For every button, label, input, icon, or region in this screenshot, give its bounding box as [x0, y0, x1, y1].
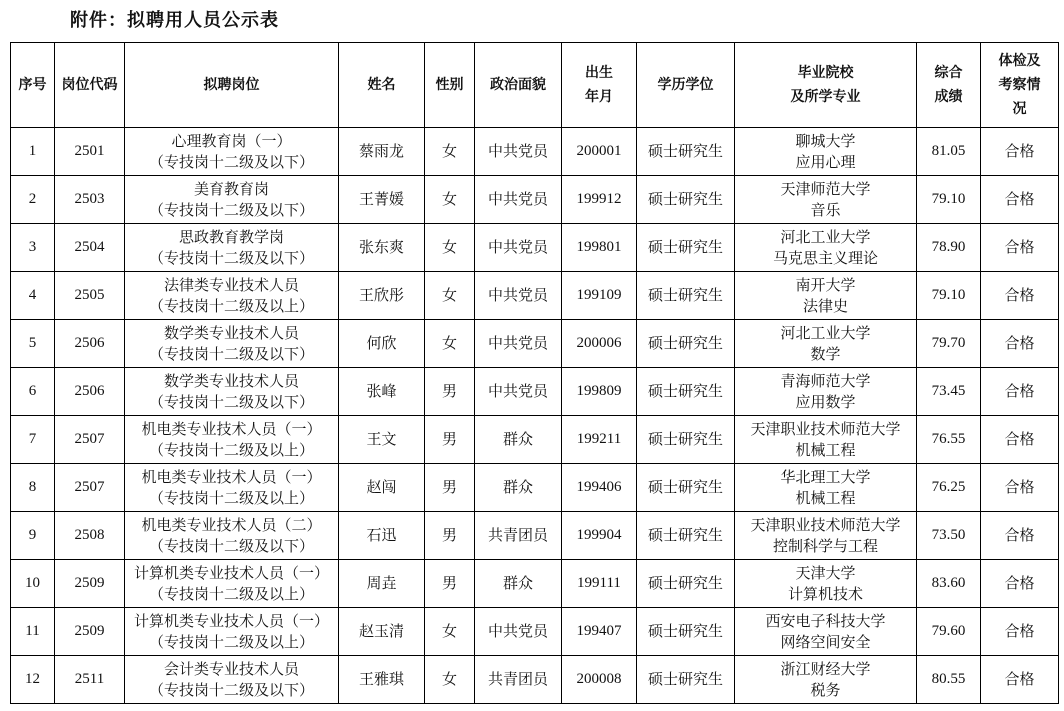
position-title: 会计类专业技术人员 — [163, 659, 299, 678]
degree-cell: 硕士研究生 — [637, 416, 735, 464]
position-title: 计算机类专业技术人员（一） — [133, 563, 329, 582]
school-cell — [735, 656, 917, 704]
exam-result-cell: 合格 — [981, 224, 1059, 272]
post-code-cell: 2503 — [55, 176, 125, 224]
gender-cell: 男 — [425, 512, 475, 560]
position-title: 美育教育岗 — [193, 179, 269, 198]
score-cell: 73.50 — [917, 512, 981, 560]
position-title: 数学类专业技术人员 — [163, 371, 299, 390]
row-index: 6 — [11, 368, 55, 416]
major-name: 控制科学与工程 — [772, 536, 878, 555]
position-cell — [125, 464, 339, 512]
position-level: （专技岗十二级及以下） — [148, 392, 314, 411]
school-cell — [735, 608, 917, 656]
header-row — [11, 43, 1059, 128]
post-code-cell: 2509 — [55, 608, 125, 656]
birth-cell: 200006 — [562, 320, 637, 368]
position-title: 心理教育岗（一） — [171, 131, 292, 150]
table-row — [11, 128, 1059, 176]
position-title: 机电类专业技术人员（一） — [141, 467, 322, 486]
header-political-status: 政治面貌 — [475, 43, 562, 128]
school-name: 青海师范大学 — [780, 371, 871, 390]
school-name: 天津师范大学 — [780, 179, 871, 198]
gender-cell: 男 — [425, 464, 475, 512]
position-title: 数学类专业技术人员 — [163, 323, 299, 342]
row-index: 4 — [11, 272, 55, 320]
header-index: 序号 — [11, 43, 55, 128]
score-cell: 76.25 — [917, 464, 981, 512]
school-cell — [735, 272, 917, 320]
table-body — [11, 128, 1059, 704]
school-name: 天津职业技术师范大学 — [750, 419, 901, 438]
birth-cell: 199912 — [562, 176, 637, 224]
position-cell — [125, 512, 339, 560]
position-level: （专技岗十二级及以下） — [148, 200, 314, 219]
post-code-cell: 2507 — [55, 464, 125, 512]
position-level: （专技岗十二级及以下） — [148, 680, 314, 699]
position-cell — [125, 416, 339, 464]
birth-cell: 199801 — [562, 224, 637, 272]
post-code-cell: 2507 — [55, 416, 125, 464]
birth-cell: 199809 — [562, 368, 637, 416]
degree-cell: 硕士研究生 — [637, 512, 735, 560]
row-index: 12 — [11, 656, 55, 704]
gender-cell: 女 — [425, 320, 475, 368]
position-level: （专技岗十二级及以下） — [148, 344, 314, 363]
gender-cell: 女 — [425, 224, 475, 272]
score-cell: 79.70 — [917, 320, 981, 368]
name-cell: 王文 — [339, 416, 425, 464]
score-cell: 80.55 — [917, 656, 981, 704]
position-title: 机电类专业技术人员（一） — [141, 419, 322, 438]
school-cell — [735, 176, 917, 224]
position-title: 法律类专业技术人员 — [163, 275, 299, 294]
exam-result-cell: 合格 — [981, 416, 1059, 464]
major-name: 税务 — [810, 680, 841, 699]
degree-cell: 硕士研究生 — [637, 320, 735, 368]
school-name: 天津大学 — [795, 563, 856, 582]
position-cell — [125, 608, 339, 656]
degree-cell: 硕士研究生 — [637, 560, 735, 608]
table-row — [11, 464, 1059, 512]
name-cell: 张东爽 — [339, 224, 425, 272]
major-name: 机械工程 — [795, 488, 856, 507]
birth-cell: 199406 — [562, 464, 637, 512]
table-row — [11, 512, 1059, 560]
score-cell: 83.60 — [917, 560, 981, 608]
post-code-cell: 2501 — [55, 128, 125, 176]
school-name: 河北工业大学 — [780, 323, 871, 342]
name-cell: 周垚 — [339, 560, 425, 608]
school-cell — [735, 128, 917, 176]
major-name: 计算机技术 — [787, 584, 863, 603]
political-status-cell: 中共党员 — [475, 272, 562, 320]
gender-cell: 男 — [425, 560, 475, 608]
gender-cell: 女 — [425, 656, 475, 704]
position-title: 计算机类专业技术人员（一） — [133, 611, 329, 630]
header-post-code: 岗位代码 — [55, 43, 125, 128]
political-status-cell: 共青团员 — [475, 656, 562, 704]
position-title: 机电类专业技术人员（二） — [141, 515, 322, 534]
row-index: 3 — [11, 224, 55, 272]
post-code-cell: 2511 — [55, 656, 125, 704]
post-code-cell: 2509 — [55, 560, 125, 608]
school-cell — [735, 320, 917, 368]
gender-cell: 男 — [425, 416, 475, 464]
degree-cell: 硕士研究生 — [637, 128, 735, 176]
position-level: （专技岗十二级及以下） — [148, 536, 314, 555]
political-status-cell: 共青团员 — [475, 512, 562, 560]
exam-result-cell: 合格 — [981, 320, 1059, 368]
gender-cell: 女 — [425, 608, 475, 656]
post-code-cell: 2506 — [55, 368, 125, 416]
row-index: 10 — [11, 560, 55, 608]
row-index: 2 — [11, 176, 55, 224]
position-cell — [125, 176, 339, 224]
birth-cell: 199111 — [562, 560, 637, 608]
name-cell: 赵玉清 — [339, 608, 425, 656]
political-status-cell: 中共党员 — [475, 320, 562, 368]
position-cell — [125, 128, 339, 176]
school-cell — [735, 224, 917, 272]
post-code-cell: 2508 — [55, 512, 125, 560]
table-row — [11, 560, 1059, 608]
score-cell: 79.60 — [917, 608, 981, 656]
political-status-cell: 中共党员 — [475, 128, 562, 176]
school-name: 天津职业技术师范大学 — [750, 515, 901, 534]
degree-cell: 硕士研究生 — [637, 608, 735, 656]
major-name: 法律史 — [802, 296, 848, 315]
post-code-cell: 2505 — [55, 272, 125, 320]
major-name: 马克思主义理论 — [772, 248, 878, 267]
exam-result-cell: 合格 — [981, 272, 1059, 320]
political-status-cell: 中共党员 — [475, 608, 562, 656]
gender-cell: 男 — [425, 368, 475, 416]
school-name: 南开大学 — [795, 275, 856, 294]
exam-result-cell: 合格 — [981, 560, 1059, 608]
score-cell: 79.10 — [917, 176, 981, 224]
name-cell: 何欣 — [339, 320, 425, 368]
table-row — [11, 368, 1059, 416]
header-exam-result: 体检及 考察情 况 — [981, 43, 1059, 128]
name-cell: 赵闯 — [339, 464, 425, 512]
document-title: 附件：拟聘用人员公示表 — [70, 10, 279, 31]
birth-cell: 199211 — [562, 416, 637, 464]
name-cell: 王雅琪 — [339, 656, 425, 704]
birth-cell: 199904 — [562, 512, 637, 560]
school-name: 河北工业大学 — [780, 227, 871, 246]
major-name: 数学 — [810, 344, 841, 363]
header-school: 毕业院校 及所学专业 — [735, 43, 917, 128]
table-row — [11, 656, 1059, 704]
school-cell — [735, 464, 917, 512]
name-cell: 王欣彤 — [339, 272, 425, 320]
name-cell: 石迅 — [339, 512, 425, 560]
position-title: 思政教育教学岗 — [178, 227, 284, 246]
table-row — [11, 224, 1059, 272]
header-position: 拟聘岗位 — [125, 43, 339, 128]
school-name: 浙江财经大学 — [780, 659, 871, 678]
name-cell: 张峰 — [339, 368, 425, 416]
major-name: 音乐 — [810, 200, 841, 219]
exam-result-cell: 合格 — [981, 128, 1059, 176]
position-level: （专技岗十二级及以上） — [148, 440, 314, 459]
row-index: 7 — [11, 416, 55, 464]
header-name: 姓名 — [339, 43, 425, 128]
position-level: （专技岗十二级及以上） — [148, 584, 314, 603]
row-index: 11 — [11, 608, 55, 656]
school-name: 聊城大学 — [795, 131, 856, 150]
table-row — [11, 272, 1059, 320]
header-gender: 性别 — [425, 43, 475, 128]
school-name: 华北理工大学 — [780, 467, 871, 486]
table-row — [11, 608, 1059, 656]
exam-result-cell: 合格 — [981, 512, 1059, 560]
major-name: 应用数学 — [795, 392, 856, 411]
position-cell — [125, 656, 339, 704]
degree-cell: 硕士研究生 — [637, 656, 735, 704]
position-level: （专技岗十二级及以上） — [148, 632, 314, 651]
position-level: （专技岗十二级及以上） — [148, 296, 314, 315]
row-index: 1 — [11, 128, 55, 176]
degree-cell: 硕士研究生 — [637, 368, 735, 416]
position-cell — [125, 320, 339, 368]
header-degree: 学历学位 — [637, 43, 735, 128]
major-name: 机械工程 — [795, 440, 856, 459]
header-birth: 出生 年月 — [562, 43, 637, 128]
exam-result-cell: 合格 — [981, 176, 1059, 224]
birth-cell: 200008 — [562, 656, 637, 704]
gender-cell: 女 — [425, 128, 475, 176]
position-level: （专技岗十二级及以下） — [148, 248, 314, 267]
political-status-cell: 群众 — [475, 416, 562, 464]
degree-cell: 硕士研究生 — [637, 224, 735, 272]
row-index: 8 — [11, 464, 55, 512]
exam-result-cell: 合格 — [981, 368, 1059, 416]
school-cell — [735, 560, 917, 608]
gender-cell: 女 — [425, 272, 475, 320]
table-row — [11, 416, 1059, 464]
school-cell — [735, 416, 917, 464]
degree-cell: 硕士研究生 — [637, 176, 735, 224]
post-code-cell: 2506 — [55, 320, 125, 368]
school-cell — [735, 512, 917, 560]
political-status-cell: 中共党员 — [475, 224, 562, 272]
table-row — [11, 320, 1059, 368]
position-cell — [125, 368, 339, 416]
gender-cell: 女 — [425, 176, 475, 224]
score-cell: 81.05 — [917, 128, 981, 176]
score-cell: 73.45 — [917, 368, 981, 416]
header-score: 综合 成绩 — [917, 43, 981, 128]
exam-result-cell: 合格 — [981, 656, 1059, 704]
exam-result-cell: 合格 — [981, 608, 1059, 656]
political-status-cell: 群众 — [475, 560, 562, 608]
political-status-cell: 群众 — [475, 464, 562, 512]
position-cell — [125, 272, 339, 320]
post-code-cell: 2504 — [55, 224, 125, 272]
row-index: 9 — [11, 512, 55, 560]
birth-cell: 199109 — [562, 272, 637, 320]
position-level: （专技岗十二级及以下） — [148, 152, 314, 171]
political-status-cell: 中共党员 — [475, 176, 562, 224]
candidate-table — [10, 42, 1059, 704]
exam-result-cell: 合格 — [981, 464, 1059, 512]
birth-cell: 200001 — [562, 128, 637, 176]
major-name: 网络空间安全 — [780, 632, 871, 651]
school-name: 西安电子科技大学 — [765, 611, 886, 630]
degree-cell: 硕士研究生 — [637, 464, 735, 512]
school-cell — [735, 368, 917, 416]
degree-cell: 硕士研究生 — [637, 272, 735, 320]
name-cell: 蔡雨龙 — [339, 128, 425, 176]
score-cell: 79.10 — [917, 272, 981, 320]
name-cell: 王菁媛 — [339, 176, 425, 224]
score-cell: 76.55 — [917, 416, 981, 464]
score-cell: 78.90 — [917, 224, 981, 272]
position-cell — [125, 560, 339, 608]
position-cell — [125, 224, 339, 272]
table-row — [11, 176, 1059, 224]
position-level: （专技岗十二级及以上） — [148, 488, 314, 507]
political-status-cell: 中共党员 — [475, 368, 562, 416]
major-name: 应用心理 — [795, 152, 856, 171]
row-index: 5 — [11, 320, 55, 368]
birth-cell: 199407 — [562, 608, 637, 656]
